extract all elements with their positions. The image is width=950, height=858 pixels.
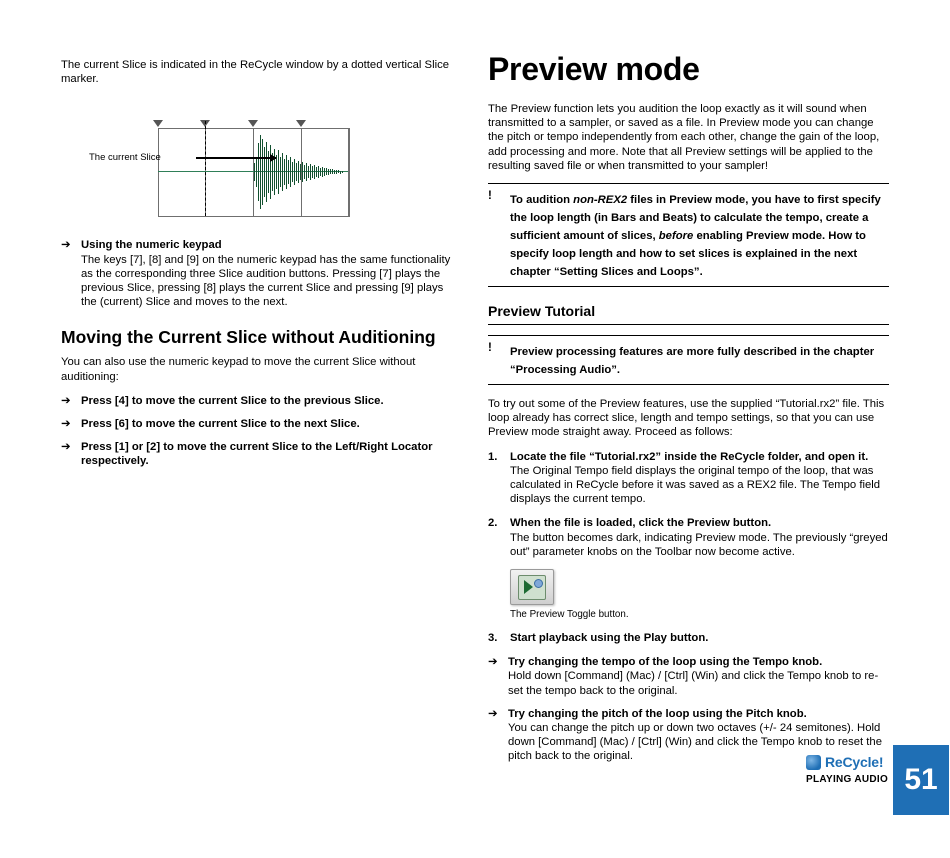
arrow-bullet-icon: ➔ <box>61 441 71 454</box>
note-text: To audition non-REX2 files in Preview mode, you have to first specify the loop length (in Bars and Beats) to calculate the tempo, create a sufficient amount of slices, before enabling Preview mode. How to specify loop length and how to set slices is explained in the next chapter “Setting Slices and Loops”. <box>510 194 881 279</box>
exclamation-icon: ! <box>488 342 492 355</box>
numeric-keypad-body: The keys [7], [8] and [9] on the numeric keypad has the same functionality as the corresponding three Slice audition buttons. Pressing [7] plays the previous Slice, pressing [8] plays the current Slice and pressing [9] plays the (current) Slice and moves to the next. <box>81 253 451 309</box>
list-item-label: Press [4] to move the current Slice to the previous Slice. <box>81 394 384 407</box>
arrow-bullet-icon: ➔ <box>61 239 71 252</box>
arrow-bullet-icon: ➔ <box>61 418 71 431</box>
step-title: When the file is loaded, click the Preview button. <box>510 517 772 530</box>
arrow-bullet-icon: ➔ <box>488 707 498 720</box>
step-title: Start playback using the Play button. <box>510 632 709 645</box>
slice-handle-icon <box>248 120 258 127</box>
caption-pointer <box>196 157 276 159</box>
numeric-keypad-heading: Using the numeric keypad <box>81 239 222 252</box>
step-number: 2. <box>488 517 498 530</box>
button-caption: The Preview Toggle button. <box>510 609 629 621</box>
list-item <box>61 417 461 431</box>
tutorial-intro: To try out some of the Preview features, use the supplied “Tutorial.rx2” file. This loop already has correct slice, length and tempo settings, so that you can use Preview mode straight away. Proceed as follows: <box>488 398 885 439</box>
waveform <box>254 133 346 211</box>
note-box-processing <box>488 335 889 385</box>
slice-handle-icon <box>296 120 306 127</box>
left-column <box>61 58 461 478</box>
list-item-body: You can change the pitch up or down two octaves (+/- 24 semitones). Hold down [Command] (Mac) / [Ctrl] (Win) and click the Tempo knob to reset the pitch back to the original. <box>508 722 882 763</box>
note-text: Preview processing features are more fully described in the chapter “Processing Audio”. <box>510 346 875 377</box>
arrow-bullet-icon: ➔ <box>488 656 498 669</box>
list-item <box>488 655 889 698</box>
list-item-label: Try changing the tempo of the loop using the Tempo knob. <box>508 656 823 669</box>
list-item <box>61 440 461 468</box>
diagram-gridline <box>348 128 349 216</box>
page-number: 51 <box>904 763 938 796</box>
preview-intro-paragraph: The Preview function lets you audition the loop exactly as it will sound when transmitted to a sampler, or saved as a file. In Preview mode you can change the pitch or tempo independently from each other, change the gain of the loop, add processing and more. Note that all Preview settings will be applied to the resulting saved file or when transmitted to your sampler! <box>488 103 880 172</box>
recycle-logo <box>806 754 883 770</box>
right-column <box>488 52 889 773</box>
heading-rule <box>488 324 889 325</box>
exclamation-icon: ! <box>488 190 492 203</box>
list-item-label: Press [6] to move the current Slice to the next Slice. <box>81 418 360 431</box>
intro-paragraph: The current Slice is indicated in the ReCycle window by a dotted vertical Slice marker. <box>61 59 450 86</box>
step-title: Locate the file “Tutorial.rx2” inside the ReCycle folder, and open it. <box>510 450 869 463</box>
footer-section-label: PLAYING AUDIO <box>806 774 889 785</box>
step-body: The Original Tempo field displays the original tempo of the loop, that was calculated in ReCycle before it was saved as a REX2 file. The Tempo field displays the current tempo. <box>510 464 881 506</box>
arrow-bullet-icon: ➔ <box>61 394 71 407</box>
slice-handle-icon <box>153 120 163 127</box>
numbered-step <box>488 631 889 645</box>
page-title: Preview mode <box>488 51 700 87</box>
preview-toggle-icon <box>518 575 546 600</box>
current-slice-marker <box>205 121 206 216</box>
moving-heading: Moving the Current Slice without Auditioning <box>61 327 436 348</box>
list-item-label: Try changing the pitch of the loop using the Pitch knob. <box>508 707 807 720</box>
step-number: 1. <box>488 450 498 463</box>
numeric-keypad-section <box>61 238 461 309</box>
recycle-logo-text: ReCycle! <box>825 754 884 770</box>
note-box-rex2 <box>488 183 889 287</box>
list-item-body: Hold down [Command] (Mac) / [Ctrl] (Win) and click the Tempo knob to re-set the tempo back to the original. <box>508 670 879 697</box>
preview-tutorial-heading <box>488 303 889 325</box>
list-item-label: Press [1] or [2] to move the current Slice to the Left/Right Locator respectively. <box>81 441 433 468</box>
list-item <box>61 394 461 408</box>
step-number: 3. <box>488 632 498 645</box>
slice-marker-diagram <box>61 96 461 226</box>
preview-tutorial-heading-label: Preview Tutorial <box>488 303 596 320</box>
moving-body: You can also use the numeric keypad to move the current Slice without auditioning: <box>61 356 416 383</box>
numbered-step <box>488 516 889 559</box>
diagram-gridline <box>158 128 159 216</box>
figure-caption: The current Slice <box>89 152 161 164</box>
numbered-step <box>488 450 889 507</box>
preview-toggle-button-image <box>510 569 554 605</box>
recycle-logo-icon <box>806 755 821 770</box>
step-body: The button becomes dark, indicating Preview mode. The previously “greyed out” parameter knobs on the Toolbar now become active. <box>510 531 888 558</box>
